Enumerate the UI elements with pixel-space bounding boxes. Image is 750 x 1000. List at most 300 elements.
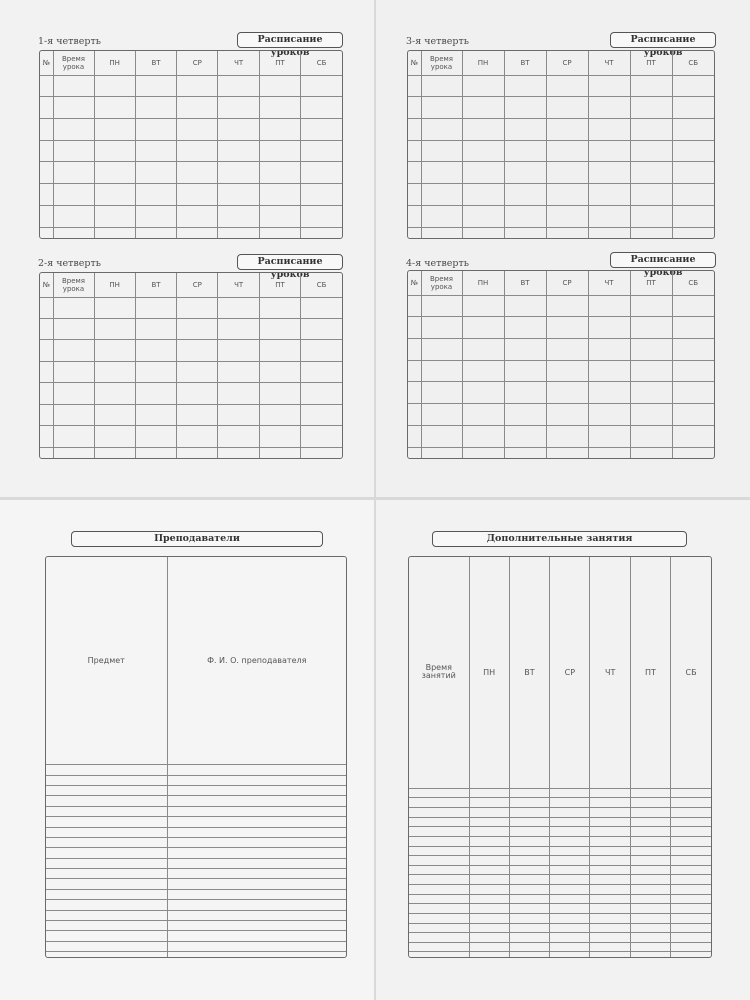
table-cell[interactable]	[259, 383, 300, 404]
table-cell[interactable]	[135, 140, 176, 162]
table-cell[interactable]	[167, 889, 346, 899]
table-cell[interactable]	[409, 885, 469, 895]
table-cell[interactable]	[177, 162, 218, 184]
table-cell[interactable]	[462, 184, 504, 206]
table-cell[interactable]	[672, 447, 714, 458]
table-cell[interactable]	[546, 118, 588, 140]
table-cell[interactable]	[259, 297, 300, 318]
table-cell[interactable]	[135, 184, 176, 206]
table-cell[interactable]	[672, 338, 714, 360]
table-cell[interactable]	[408, 382, 421, 404]
table-cell[interactable]	[53, 383, 94, 404]
table-cell[interactable]	[408, 97, 421, 119]
table-cell[interactable]	[53, 227, 94, 238]
table-cell[interactable]	[46, 775, 167, 785]
table-cell[interactable]	[590, 942, 630, 952]
table-cell[interactable]	[177, 227, 218, 238]
table-cell[interactable]	[408, 162, 421, 184]
table-cell[interactable]	[504, 360, 546, 382]
table-cell[interactable]	[462, 140, 504, 162]
table-cell[interactable]	[301, 297, 342, 318]
table-cell[interactable]	[550, 798, 590, 808]
table-cell[interactable]	[630, 894, 670, 904]
table-cell[interactable]	[630, 942, 670, 952]
table-cell[interactable]	[546, 162, 588, 184]
table-cell[interactable]	[671, 885, 711, 895]
table-cell[interactable]	[301, 75, 342, 97]
table-cell[interactable]	[469, 808, 509, 818]
table-cell[interactable]	[218, 404, 259, 425]
table-cell[interactable]	[546, 382, 588, 404]
table-cell[interactable]	[630, 338, 672, 360]
table-cell[interactable]	[46, 879, 167, 889]
table-cell[interactable]	[46, 837, 167, 847]
table-cell[interactable]	[301, 426, 342, 447]
table-cell[interactable]	[409, 817, 469, 827]
table-cell[interactable]	[94, 383, 135, 404]
table-cell[interactable]	[504, 205, 546, 227]
table-cell[interactable]	[588, 338, 630, 360]
table-cell[interactable]	[630, 360, 672, 382]
table-cell[interactable]	[409, 942, 469, 952]
table-cell[interactable]	[40, 140, 53, 162]
table-cell[interactable]	[550, 942, 590, 952]
table-cell[interactable]	[469, 865, 509, 875]
table-cell[interactable]	[167, 817, 346, 827]
table-cell[interactable]	[630, 382, 672, 404]
table-cell[interactable]	[259, 118, 300, 140]
table-cell[interactable]	[462, 317, 504, 339]
table-cell[interactable]	[509, 904, 549, 914]
table-cell[interactable]	[135, 426, 176, 447]
table-cell[interactable]	[301, 184, 342, 206]
table-cell[interactable]	[590, 827, 630, 837]
table-cell[interactable]	[546, 360, 588, 382]
table-cell[interactable]	[177, 383, 218, 404]
table-cell[interactable]	[672, 162, 714, 184]
table-cell[interactable]	[94, 426, 135, 447]
table-cell[interactable]	[469, 875, 509, 885]
table-cell[interactable]	[408, 338, 421, 360]
table-cell[interactable]	[408, 184, 421, 206]
table-cell[interactable]	[40, 97, 53, 119]
table-cell[interactable]	[259, 447, 300, 458]
table-cell[interactable]	[46, 910, 167, 920]
table-cell[interactable]	[588, 162, 630, 184]
table-cell[interactable]	[94, 340, 135, 361]
table-cell[interactable]	[421, 205, 462, 227]
table-cell[interactable]	[46, 806, 167, 816]
table-cell[interactable]	[421, 382, 462, 404]
table-cell[interactable]	[409, 933, 469, 943]
table-cell[interactable]	[53, 447, 94, 458]
table-cell[interactable]	[46, 931, 167, 941]
table-cell[interactable]	[630, 425, 672, 447]
table-cell[interactable]	[94, 97, 135, 119]
table-cell[interactable]	[590, 904, 630, 914]
table-cell[interactable]	[167, 786, 346, 796]
table-cell[interactable]	[546, 447, 588, 458]
table-cell[interactable]	[588, 425, 630, 447]
table-cell[interactable]	[167, 869, 346, 879]
table-cell[interactable]	[40, 361, 53, 382]
table-cell[interactable]	[590, 952, 630, 957]
table-cell[interactable]	[630, 865, 670, 875]
table-cell[interactable]	[469, 827, 509, 837]
table-cell[interactable]	[672, 295, 714, 317]
table-cell[interactable]	[408, 205, 421, 227]
table-cell[interactable]	[177, 404, 218, 425]
table-cell[interactable]	[509, 836, 549, 846]
table-cell[interactable]	[462, 227, 504, 238]
table-cell[interactable]	[469, 904, 509, 914]
table-cell[interactable]	[177, 297, 218, 318]
table-cell[interactable]	[630, 827, 670, 837]
table-cell[interactable]	[301, 318, 342, 339]
table-cell[interactable]	[218, 340, 259, 361]
table-cell[interactable]	[53, 140, 94, 162]
table-cell[interactable]	[40, 404, 53, 425]
table-cell[interactable]	[504, 227, 546, 238]
table-cell[interactable]	[40, 227, 53, 238]
table-cell[interactable]	[259, 340, 300, 361]
table-cell[interactable]	[504, 162, 546, 184]
table-cell[interactable]	[40, 162, 53, 184]
table-cell[interactable]	[94, 184, 135, 206]
table-cell[interactable]	[672, 205, 714, 227]
table-cell[interactable]	[421, 447, 462, 458]
table-cell[interactable]	[504, 317, 546, 339]
table-cell[interactable]	[469, 933, 509, 943]
table-cell[interactable]	[177, 318, 218, 339]
table-cell[interactable]	[40, 184, 53, 206]
table-cell[interactable]	[462, 404, 504, 426]
table-cell[interactable]	[504, 295, 546, 317]
table-cell[interactable]	[94, 361, 135, 382]
table-cell[interactable]	[259, 426, 300, 447]
table-cell[interactable]	[421, 404, 462, 426]
table-cell[interactable]	[408, 75, 421, 97]
table-cell[interactable]	[546, 140, 588, 162]
table-cell[interactable]	[421, 184, 462, 206]
table-cell[interactable]	[630, 118, 672, 140]
table-cell[interactable]	[671, 808, 711, 818]
table-cell[interactable]	[218, 318, 259, 339]
table-cell[interactable]	[588, 317, 630, 339]
table-cell[interactable]	[550, 875, 590, 885]
table-cell[interactable]	[177, 205, 218, 227]
table-cell[interactable]	[546, 425, 588, 447]
table-cell[interactable]	[550, 913, 590, 923]
table-cell[interactable]	[550, 836, 590, 846]
table-cell[interactable]	[504, 404, 546, 426]
table-cell[interactable]	[630, 913, 670, 923]
table-cell[interactable]	[94, 75, 135, 97]
table-cell[interactable]	[167, 900, 346, 910]
table-cell[interactable]	[588, 118, 630, 140]
table-cell[interactable]	[259, 227, 300, 238]
table-cell[interactable]	[409, 923, 469, 933]
table-cell[interactable]	[135, 340, 176, 361]
table-cell[interactable]	[218, 447, 259, 458]
table-cell[interactable]	[94, 162, 135, 184]
table-cell[interactable]	[135, 318, 176, 339]
table-cell[interactable]	[588, 75, 630, 97]
table-cell[interactable]	[630, 97, 672, 119]
table-cell[interactable]	[590, 817, 630, 827]
table-cell[interactable]	[218, 140, 259, 162]
table-cell[interactable]	[135, 361, 176, 382]
table-cell[interactable]	[469, 788, 509, 798]
table-cell[interactable]	[671, 904, 711, 914]
table-cell[interactable]	[469, 798, 509, 808]
table-cell[interactable]	[408, 295, 421, 317]
table-cell[interactable]	[408, 317, 421, 339]
table-cell[interactable]	[550, 933, 590, 943]
table-cell[interactable]	[53, 340, 94, 361]
table-cell[interactable]	[509, 952, 549, 957]
table-cell[interactable]	[53, 97, 94, 119]
table-cell[interactable]	[167, 910, 346, 920]
table-cell[interactable]	[509, 913, 549, 923]
table-cell[interactable]	[301, 447, 342, 458]
table-cell[interactable]	[462, 118, 504, 140]
table-cell[interactable]	[588, 184, 630, 206]
table-cell[interactable]	[259, 184, 300, 206]
table-cell[interactable]	[409, 808, 469, 818]
table-cell[interactable]	[301, 118, 342, 140]
table-cell[interactable]	[671, 942, 711, 952]
table-cell[interactable]	[550, 827, 590, 837]
table-cell[interactable]	[546, 75, 588, 97]
table-cell[interactable]	[259, 97, 300, 119]
table-cell[interactable]	[40, 447, 53, 458]
table-cell[interactable]	[671, 875, 711, 885]
table-cell[interactable]	[462, 205, 504, 227]
table-cell[interactable]	[46, 765, 167, 775]
table-cell[interactable]	[301, 361, 342, 382]
table-cell[interactable]	[167, 765, 346, 775]
table-cell[interactable]	[672, 184, 714, 206]
table-cell[interactable]	[462, 425, 504, 447]
table-cell[interactable]	[504, 447, 546, 458]
table-cell[interactable]	[630, 846, 670, 856]
table-cell[interactable]	[135, 75, 176, 97]
table-cell[interactable]	[218, 97, 259, 119]
table-cell[interactable]	[135, 383, 176, 404]
table-cell[interactable]	[408, 140, 421, 162]
table-cell[interactable]	[167, 806, 346, 816]
table-cell[interactable]	[546, 404, 588, 426]
table-cell[interactable]	[46, 827, 167, 837]
table-cell[interactable]	[672, 382, 714, 404]
table-cell[interactable]	[590, 865, 630, 875]
table-cell[interactable]	[53, 118, 94, 140]
table-cell[interactable]	[588, 404, 630, 426]
table-cell[interactable]	[469, 885, 509, 895]
table-cell[interactable]	[630, 184, 672, 206]
table-cell[interactable]	[409, 952, 469, 957]
table-cell[interactable]	[408, 118, 421, 140]
table-cell[interactable]	[504, 97, 546, 119]
table-cell[interactable]	[40, 383, 53, 404]
table-cell[interactable]	[167, 775, 346, 785]
table-cell[interactable]	[218, 297, 259, 318]
table-cell[interactable]	[421, 295, 462, 317]
table-cell[interactable]	[135, 297, 176, 318]
table-cell[interactable]	[469, 894, 509, 904]
table-cell[interactable]	[469, 856, 509, 866]
table-cell[interactable]	[421, 118, 462, 140]
table-cell[interactable]	[421, 140, 462, 162]
table-cell[interactable]	[630, 875, 670, 885]
table-cell[interactable]	[94, 404, 135, 425]
table-cell[interactable]	[671, 894, 711, 904]
table-cell[interactable]	[550, 885, 590, 895]
table-cell[interactable]	[509, 933, 549, 943]
table-cell[interactable]	[671, 865, 711, 875]
table-cell[interactable]	[672, 404, 714, 426]
table-cell[interactable]	[46, 786, 167, 796]
table-cell[interactable]	[409, 904, 469, 914]
table-cell[interactable]	[509, 788, 549, 798]
table-cell[interactable]	[509, 856, 549, 866]
table-cell[interactable]	[590, 913, 630, 923]
table-cell[interactable]	[630, 317, 672, 339]
table-cell[interactable]	[504, 140, 546, 162]
table-cell[interactable]	[135, 447, 176, 458]
table-cell[interactable]	[167, 796, 346, 806]
table-cell[interactable]	[509, 808, 549, 818]
table-cell[interactable]	[590, 885, 630, 895]
table-cell[interactable]	[46, 796, 167, 806]
table-cell[interactable]	[135, 97, 176, 119]
table-cell[interactable]	[218, 118, 259, 140]
table-cell[interactable]	[550, 923, 590, 933]
table-cell[interactable]	[40, 205, 53, 227]
table-cell[interactable]	[409, 913, 469, 923]
table-cell[interactable]	[135, 227, 176, 238]
table-cell[interactable]	[550, 894, 590, 904]
table-cell[interactable]	[218, 426, 259, 447]
table-cell[interactable]	[462, 382, 504, 404]
table-cell[interactable]	[630, 404, 672, 426]
table-cell[interactable]	[462, 295, 504, 317]
table-cell[interactable]	[408, 227, 421, 238]
table-cell[interactable]	[421, 162, 462, 184]
table-cell[interactable]	[94, 318, 135, 339]
table-cell[interactable]	[509, 875, 549, 885]
table-cell[interactable]	[408, 425, 421, 447]
table-cell[interactable]	[167, 941, 346, 951]
table-cell[interactable]	[94, 297, 135, 318]
table-cell[interactable]	[469, 942, 509, 952]
table-cell[interactable]	[671, 846, 711, 856]
table-cell[interactable]	[550, 788, 590, 798]
table-cell[interactable]	[509, 894, 549, 904]
table-cell[interactable]	[671, 836, 711, 846]
table-cell[interactable]	[546, 295, 588, 317]
table-cell[interactable]	[672, 227, 714, 238]
table-cell[interactable]	[53, 297, 94, 318]
table-cell[interactable]	[671, 952, 711, 957]
table-cell[interactable]	[630, 808, 670, 818]
table-cell[interactable]	[421, 360, 462, 382]
table-cell[interactable]	[409, 865, 469, 875]
table-cell[interactable]	[672, 97, 714, 119]
table-cell[interactable]	[40, 318, 53, 339]
table-cell[interactable]	[46, 848, 167, 858]
table-cell[interactable]	[672, 75, 714, 97]
table-cell[interactable]	[509, 846, 549, 856]
table-cell[interactable]	[301, 140, 342, 162]
table-cell[interactable]	[409, 836, 469, 846]
table-cell[interactable]	[301, 205, 342, 227]
table-cell[interactable]	[421, 317, 462, 339]
table-cell[interactable]	[630, 798, 670, 808]
table-cell[interactable]	[630, 205, 672, 227]
table-cell[interactable]	[167, 952, 346, 957]
table-cell[interactable]	[421, 75, 462, 97]
table-cell[interactable]	[550, 817, 590, 827]
table-cell[interactable]	[462, 97, 504, 119]
table-cell[interactable]	[590, 808, 630, 818]
table-cell[interactable]	[630, 923, 670, 933]
table-cell[interactable]	[630, 856, 670, 866]
table-cell[interactable]	[671, 933, 711, 943]
table-cell[interactable]	[469, 952, 509, 957]
table-cell[interactable]	[409, 875, 469, 885]
table-cell[interactable]	[671, 817, 711, 827]
table-cell[interactable]	[509, 942, 549, 952]
table-cell[interactable]	[588, 382, 630, 404]
table-cell[interactable]	[546, 184, 588, 206]
table-cell[interactable]	[409, 846, 469, 856]
table-cell[interactable]	[672, 360, 714, 382]
table-cell[interactable]	[46, 952, 167, 957]
table-cell[interactable]	[53, 404, 94, 425]
table-cell[interactable]	[504, 184, 546, 206]
table-cell[interactable]	[588, 227, 630, 238]
table-cell[interactable]	[301, 97, 342, 119]
table-cell[interactable]	[550, 856, 590, 866]
table-cell[interactable]	[408, 404, 421, 426]
table-cell[interactable]	[177, 447, 218, 458]
table-cell[interactable]	[177, 118, 218, 140]
table-cell[interactable]	[671, 913, 711, 923]
table-cell[interactable]	[504, 75, 546, 97]
table-cell[interactable]	[40, 75, 53, 97]
table-cell[interactable]	[53, 184, 94, 206]
table-cell[interactable]	[462, 360, 504, 382]
table-cell[interactable]	[590, 875, 630, 885]
table-cell[interactable]	[167, 931, 346, 941]
table-cell[interactable]	[671, 923, 711, 933]
table-cell[interactable]	[550, 904, 590, 914]
table-cell[interactable]	[546, 227, 588, 238]
table-cell[interactable]	[630, 447, 672, 458]
table-cell[interactable]	[218, 383, 259, 404]
table-cell[interactable]	[46, 817, 167, 827]
table-cell[interactable]	[421, 97, 462, 119]
table-cell[interactable]	[462, 338, 504, 360]
table-cell[interactable]	[588, 140, 630, 162]
table-cell[interactable]	[40, 340, 53, 361]
table-cell[interactable]	[167, 920, 346, 930]
table-cell[interactable]	[409, 798, 469, 808]
table-cell[interactable]	[259, 140, 300, 162]
table-cell[interactable]	[630, 140, 672, 162]
